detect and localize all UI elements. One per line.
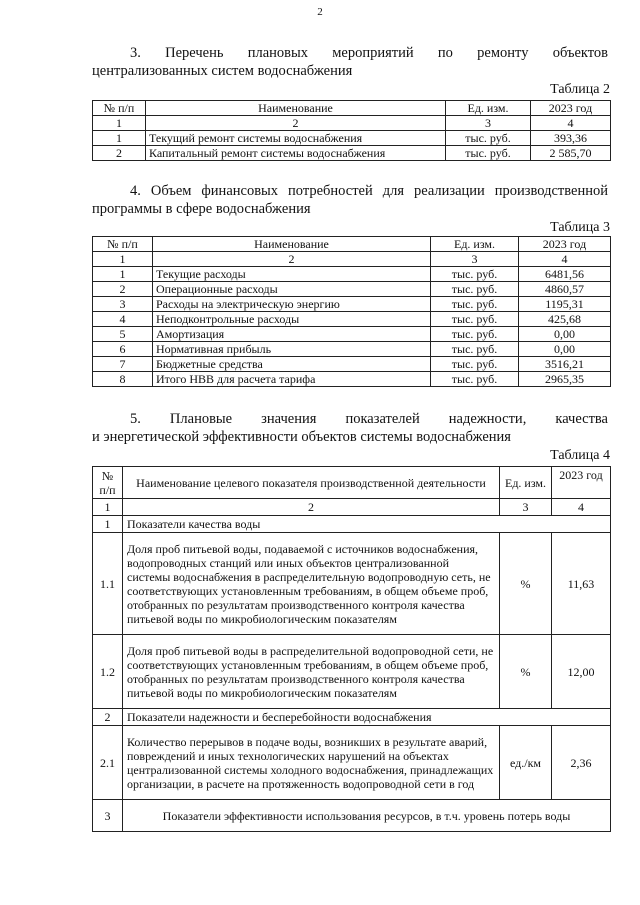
row-unit: ед./км: [500, 726, 552, 800]
row-value: 0,00: [519, 327, 611, 342]
row-name: Капитальный ремонт системы водоснабжения: [146, 146, 446, 161]
row-value: 425,68: [519, 312, 611, 327]
row-name: Амортизация: [153, 327, 431, 342]
row-name: Текущие расходы: [153, 267, 431, 282]
index-cell: 1: [93, 499, 123, 516]
row-unit: %: [500, 533, 552, 635]
header-cell: № п/п: [93, 101, 146, 116]
header-cell: 2023 год: [531, 101, 611, 116]
table-row: [93, 342, 611, 357]
table-row: [93, 131, 611, 146]
table-row: [93, 357, 611, 372]
row-name: Количество перерывов в подаче воды, возникших в результате аварий, повреждений и иных технологических нарушений на объектах централизованной системы холодного водоснабжения, принадлежащих организации, в расчете на протяженность водопроводной сети в год: [123, 726, 500, 800]
table-row: [93, 467, 611, 499]
table-3-label: Таблица 3: [550, 220, 610, 235]
header-cell: № п/п: [93, 467, 123, 499]
row-number: 2: [93, 282, 153, 297]
table-row: [93, 146, 611, 161]
row-name: Расходы на электрическую энергию: [153, 297, 431, 312]
row-value: 0,00: [519, 342, 611, 357]
table-row: [93, 237, 611, 252]
row-number: 5: [93, 327, 153, 342]
row-name: Итого НВВ для расчета тарифа: [153, 372, 431, 387]
header-cell: № п/п: [93, 237, 153, 252]
table-row: [93, 282, 611, 297]
table-4-label: Таблица 4: [550, 448, 610, 463]
row-value: 1195,31: [519, 297, 611, 312]
table-row: [93, 533, 611, 635]
header-cell: Ед. изм.: [431, 237, 519, 252]
table-row: [93, 252, 611, 267]
section-4-heading-line1: 4. Объем финансовых потребностей для реализации производственной: [130, 183, 608, 199]
index-cell: 4: [552, 499, 611, 516]
table-row: [93, 726, 611, 800]
row-number: 1.1: [93, 533, 123, 635]
header-cell: 2023 год: [552, 467, 611, 499]
section-5-heading-line1: 5. Плановые значения показателей надежности, качества: [130, 411, 608, 427]
header-cell: Наименование целевого показателя производственной деятельности: [123, 467, 500, 499]
table-3: [92, 236, 611, 387]
section-4-heading-line2: программы в сфере водоснабжения: [92, 201, 311, 217]
row-value: 2 585,70: [531, 146, 611, 161]
index-cell: 2: [123, 499, 500, 516]
table-4: [92, 466, 611, 832]
row-value: 4860,57: [519, 282, 611, 297]
table-row: [93, 312, 611, 327]
page-number: 2: [317, 6, 323, 18]
row-value: 3516,21: [519, 357, 611, 372]
table-row: [93, 327, 611, 342]
index-cell: 2: [153, 252, 431, 267]
section-5-heading-line2: и энергетической эффективности объектов системы водоснабжения: [92, 429, 511, 445]
row-unit: тыс. руб.: [446, 131, 531, 146]
table-row: [93, 101, 611, 116]
index-cell: 3: [446, 116, 531, 131]
row-value: 393,36: [531, 131, 611, 146]
row-value: 6481,56: [519, 267, 611, 282]
row-unit: тыс. руб.: [431, 372, 519, 387]
group-number: 3: [93, 800, 123, 832]
row-number: 6: [93, 342, 153, 357]
row-value: 11,63: [552, 533, 611, 635]
index-cell: 1: [93, 116, 146, 131]
index-cell: 2: [146, 116, 446, 131]
row-number: 1: [93, 131, 146, 146]
row-name: Нормативная прибыль: [153, 342, 431, 357]
row-number: 1.2: [93, 635, 123, 709]
index-cell: 4: [519, 252, 611, 267]
row-unit: тыс. руб.: [431, 297, 519, 312]
row-number: 4: [93, 312, 153, 327]
group-number: 1: [93, 516, 123, 533]
table-row: [93, 635, 611, 709]
row-name: Текущий ремонт системы водоснабжения: [146, 131, 446, 146]
row-unit: тыс. руб.: [431, 357, 519, 372]
row-value: 2965,35: [519, 372, 611, 387]
table-2-label: Таблица 2: [550, 82, 610, 97]
row-name: Доля проб питьевой воды, подаваемой с источников водоснабжения, водопроводных станций или иных объектов централизованной системы водоснабжения в распределительную водопроводную сеть, не соответствующих установленным требованиям, в общем объеме проб, отобранных по результатам производственного контроля качества питьевой воды по микробиологическим показателям: [123, 533, 500, 635]
table-row: [93, 709, 611, 726]
row-number: 7: [93, 357, 153, 372]
table-row: [93, 516, 611, 533]
section-4-heading: [92, 182, 608, 218]
group-title: Показатели эффективности использования ресурсов, в т.ч. уровень потерь воды: [123, 800, 611, 832]
section-3-heading: [92, 44, 608, 80]
header-cell: Наименование: [146, 101, 446, 116]
row-number: 3: [93, 297, 153, 312]
row-name: Бюджетные средства: [153, 357, 431, 372]
table-row: [93, 267, 611, 282]
section-3-heading-line2: централизованных систем водоснабжения: [92, 63, 353, 79]
header-cell: Ед. изм.: [446, 101, 531, 116]
row-number: 1: [93, 267, 153, 282]
table-row: [93, 800, 611, 832]
table-row: [93, 297, 611, 312]
index-cell: 3: [431, 252, 519, 267]
index-cell: 4: [531, 116, 611, 131]
table-row: [93, 372, 611, 387]
row-number: 2: [93, 146, 146, 161]
row-unit: тыс. руб.: [431, 312, 519, 327]
index-cell: 3: [500, 499, 552, 516]
section-5-heading: [92, 410, 608, 446]
row-unit: тыс. руб.: [446, 146, 531, 161]
row-unit: тыс. руб.: [431, 282, 519, 297]
table-2: [92, 100, 611, 161]
row-name: Операционные расходы: [153, 282, 431, 297]
row-name: Доля проб питьевой воды в распределительной водопроводной сети, не соответствующих установленным требованиям, в общем объеме проб, отобранных по результатам производственного контроля качества питьевой воды по микробиологическим показателям: [123, 635, 500, 709]
row-number: 8: [93, 372, 153, 387]
row-value: 2,36: [552, 726, 611, 800]
row-unit: тыс. руб.: [431, 267, 519, 282]
row-unit: %: [500, 635, 552, 709]
row-number: 2.1: [93, 726, 123, 800]
header-cell: Ед. изм.: [500, 467, 552, 499]
group-number: 2: [93, 709, 123, 726]
index-cell: 1: [93, 252, 153, 267]
header-cell: Наименование: [153, 237, 431, 252]
header-cell: 2023 год: [519, 237, 611, 252]
table-row: [93, 116, 611, 131]
table-row: [93, 499, 611, 516]
row-unit: тыс. руб.: [431, 327, 519, 342]
section-3-heading-line1: 3. Перечень плановых мероприятий по ремонту объектов: [130, 45, 608, 61]
row-value: 12,00: [552, 635, 611, 709]
row-unit: тыс. руб.: [431, 342, 519, 357]
group-title: Показатели надежности и бесперебойности водоснабжения: [123, 709, 611, 726]
row-name: Неподконтрольные расходы: [153, 312, 431, 327]
group-title: Показатели качества воды: [123, 516, 611, 533]
